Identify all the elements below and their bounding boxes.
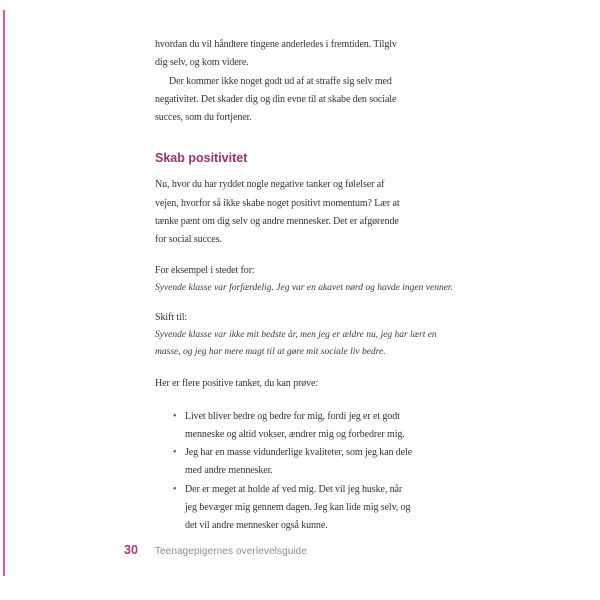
- bullet-item: [155, 408, 446, 445]
- text-line: Nu, hvor du har ryddet nogle negative tanker og følelser af: [155, 179, 385, 191]
- text-line: Livet bliver bedre og bedre for mig, fordi jeg er et godt: [185, 410, 400, 422]
- section-heading: Skab positivitet: [155, 151, 248, 166]
- page-content: [155, 36, 453, 546]
- text-line: succes, som du fortjener.: [155, 112, 252, 124]
- text-line: for social succes.: [155, 234, 222, 246]
- section-paragraph: [155, 176, 446, 249]
- bullet-icon: •: [173, 447, 177, 459]
- bullet-icon: •: [173, 483, 177, 495]
- text-line: masse, og jeg har mere magt til at gøre mit sociale liv bedre.: [155, 347, 386, 358]
- example-quote: [155, 280, 453, 297]
- bullet-icon: •: [173, 410, 177, 422]
- text-line: det vil andre mennesker også kunne.: [185, 520, 328, 532]
- page-number: 30: [124, 543, 138, 557]
- bullet-item: [155, 481, 446, 536]
- text-line: negativitet. Det skader dig og din evne til at skabe den sociale: [155, 93, 397, 105]
- second-paragraph: [155, 73, 446, 128]
- text-line: vejen, hvorfor så ikke skabe noget positivt momentum? Lær at: [155, 197, 400, 209]
- text-line: tænke pænt om dig selv og andre mennesker. Det er afgørende: [155, 216, 399, 228]
- list-intro: Her er flere positive tanker, du kan prøve:: [155, 378, 319, 390]
- text-line: Syvende klasse var forfærdelig. Jeg var en akavet nørd og havde ingen venner.: [155, 282, 453, 293]
- text-line: menneske og altid vokser, ændrer mig og forbedrer mig.: [185, 428, 405, 440]
- text-line: Jeg har en masse vidunderlige kvaliteter, som jeg kan dele: [185, 447, 413, 459]
- example-label: For eksempel i stedet for:: [155, 264, 255, 276]
- text-line: Syvende klasse var ikke mit bedste år, men jeg er ældre nu, jeg har lært en: [155, 330, 437, 341]
- text-line: dig selv, og kom videre.: [155, 57, 249, 69]
- book-title: Teenagepigernes overlevelsguide: [154, 546, 308, 557]
- bullet-list: [155, 408, 446, 536]
- switch-label: Skift til:: [155, 311, 188, 323]
- text-line: med andre mennesker.: [185, 465, 273, 477]
- left-accent-stripe: [3, 10, 5, 576]
- intro-paragraph: [155, 36, 446, 73]
- bullet-item: [155, 444, 446, 481]
- text-line: hvordan du vil håndtere tingene anderledes i fremtiden. Tilgiv: [155, 39, 397, 50]
- page-footer: [124, 543, 307, 557]
- text-line: Der kommer ikke noget godt ud af at straffe sig selv med: [169, 75, 392, 87]
- text-line: jeg bevæger mig gennem dagen. Jeg kan lide mig selv, og: [185, 502, 411, 514]
- text-line: Der er meget at holde af ved mig. Det vil jeg huske, når: [185, 483, 403, 495]
- switch-quote: [155, 327, 446, 361]
